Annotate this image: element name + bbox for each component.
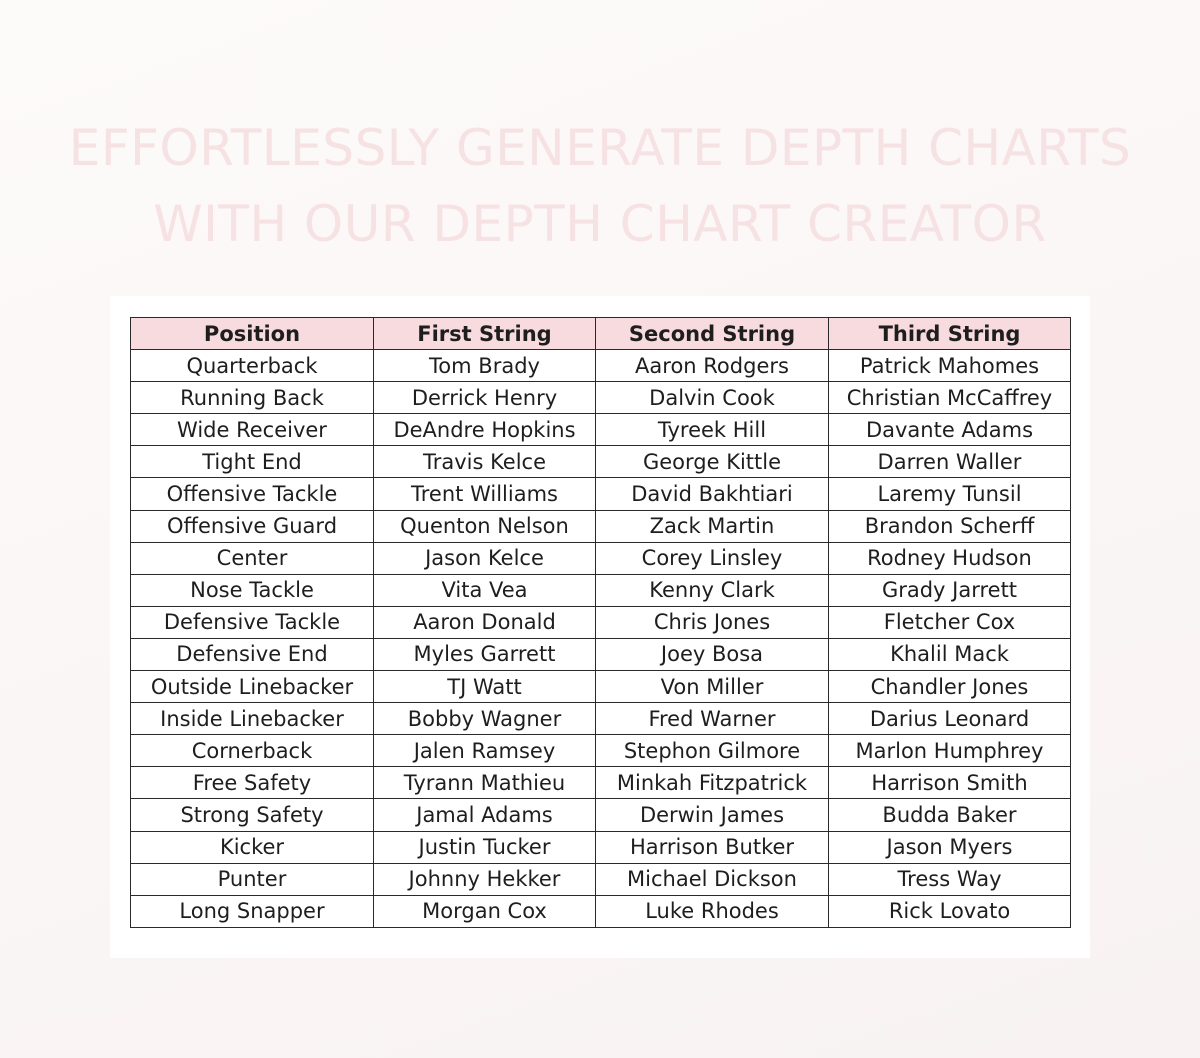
- cell-second-string: Aaron Rodgers: [596, 350, 829, 382]
- table-row: [131, 446, 1071, 478]
- table-row: [131, 478, 1071, 510]
- cell-third-string: Grady Jarrett: [829, 574, 1071, 606]
- cell-second-string: Harrison Butker: [596, 831, 829, 863]
- cell-position: Strong Safety: [131, 799, 374, 831]
- cell-first-string: Jalen Ramsey: [374, 735, 596, 767]
- cell-position: Cornerback: [131, 735, 374, 767]
- depth-chart-table: [130, 317, 1071, 928]
- table-row: [131, 542, 1071, 574]
- cell-third-string: Chandler Jones: [829, 671, 1071, 703]
- cell-second-string: David Bakhtiari: [596, 478, 829, 510]
- table-row: [131, 510, 1071, 542]
- table-row: [131, 382, 1071, 414]
- cell-first-string: Tom Brady: [374, 350, 596, 382]
- cell-third-string: Darius Leonard: [829, 703, 1071, 735]
- cell-first-string: Morgan Cox: [374, 895, 596, 927]
- cell-position: Defensive End: [131, 638, 374, 670]
- cell-third-string: Tress Way: [829, 863, 1071, 895]
- table-row: [131, 703, 1071, 735]
- header-second-string: Second String: [596, 318, 829, 350]
- header-third-string: Third String: [829, 318, 1071, 350]
- table-body: [131, 350, 1071, 928]
- table-row: [131, 799, 1071, 831]
- table-header-row: [131, 318, 1071, 350]
- cell-third-string: Khalil Mack: [829, 638, 1071, 670]
- table-row: [131, 606, 1071, 638]
- cell-first-string: Trent Williams: [374, 478, 596, 510]
- cell-position: Offensive Guard: [131, 510, 374, 542]
- table-row: [131, 671, 1071, 703]
- cell-position: Wide Receiver: [131, 414, 374, 446]
- cell-first-string: DeAndre Hopkins: [374, 414, 596, 446]
- cell-position: Center: [131, 542, 374, 574]
- cell-first-string: Johnny Hekker: [374, 863, 596, 895]
- header-first-string: First String: [374, 318, 596, 350]
- cell-second-string: Minkah Fitzpatrick: [596, 767, 829, 799]
- page-title: [0, 110, 1200, 262]
- cell-second-string: Luke Rhodes: [596, 895, 829, 927]
- cell-second-string: Derwin James: [596, 799, 829, 831]
- cell-second-string: Von Miller: [596, 671, 829, 703]
- cell-second-string: Stephon Gilmore: [596, 735, 829, 767]
- cell-position: Kicker: [131, 831, 374, 863]
- cell-third-string: Rick Lovato: [829, 895, 1071, 927]
- cell-position: Running Back: [131, 382, 374, 414]
- table-row: [131, 767, 1071, 799]
- cell-second-string: Chris Jones: [596, 606, 829, 638]
- cell-third-string: Brandon Scherff: [829, 510, 1071, 542]
- cell-position: Outside Linebacker: [131, 671, 374, 703]
- table-card: [110, 296, 1090, 958]
- cell-position: Inside Linebacker: [131, 703, 374, 735]
- cell-first-string: Aaron Donald: [374, 606, 596, 638]
- page-title-line-1: EFFORTLESSLY GENERATE DEPTH CHARTS: [68, 119, 1132, 177]
- cell-position: Defensive Tackle: [131, 606, 374, 638]
- cell-third-string: Fletcher Cox: [829, 606, 1071, 638]
- cell-first-string: Bobby Wagner: [374, 703, 596, 735]
- page-title-line-2: WITH OUR DEPTH CHART CREATOR: [153, 195, 1047, 253]
- cell-position: Offensive Tackle: [131, 478, 374, 510]
- header-position: Position: [131, 318, 374, 350]
- cell-third-string: Harrison Smith: [829, 767, 1071, 799]
- cell-first-string: Myles Garrett: [374, 638, 596, 670]
- cell-third-string: Budda Baker: [829, 799, 1071, 831]
- cell-position: Long Snapper: [131, 895, 374, 927]
- cell-second-string: Corey Linsley: [596, 542, 829, 574]
- cell-second-string: Tyreek Hill: [596, 414, 829, 446]
- cell-position: Quarterback: [131, 350, 374, 382]
- cell-first-string: Derrick Henry: [374, 382, 596, 414]
- cell-first-string: Travis Kelce: [374, 446, 596, 478]
- cell-third-string: Rodney Hudson: [829, 542, 1071, 574]
- cell-first-string: Jason Kelce: [374, 542, 596, 574]
- cell-third-string: Darren Waller: [829, 446, 1071, 478]
- cell-position: Tight End: [131, 446, 374, 478]
- table-row: [131, 863, 1071, 895]
- table-row: [131, 638, 1071, 670]
- cell-first-string: Tyrann Mathieu: [374, 767, 596, 799]
- cell-first-string: Vita Vea: [374, 574, 596, 606]
- cell-position: Free Safety: [131, 767, 374, 799]
- cell-third-string: Davante Adams: [829, 414, 1071, 446]
- table-row: [131, 574, 1071, 606]
- cell-third-string: Jason Myers: [829, 831, 1071, 863]
- cell-first-string: Jamal Adams: [374, 799, 596, 831]
- table-row: [131, 414, 1071, 446]
- table-row: [131, 831, 1071, 863]
- table-row: [131, 735, 1071, 767]
- cell-second-string: Michael Dickson: [596, 863, 829, 895]
- cell-second-string: Zack Martin: [596, 510, 829, 542]
- cell-second-string: Joey Bosa: [596, 638, 829, 670]
- cell-second-string: George Kittle: [596, 446, 829, 478]
- cell-third-string: Patrick Mahomes: [829, 350, 1071, 382]
- cell-third-string: Laremy Tunsil: [829, 478, 1071, 510]
- cell-position: Punter: [131, 863, 374, 895]
- cell-second-string: Fred Warner: [596, 703, 829, 735]
- cell-third-string: Christian McCaffrey: [829, 382, 1071, 414]
- cell-first-string: TJ Watt: [374, 671, 596, 703]
- cell-position: Nose Tackle: [131, 574, 374, 606]
- cell-third-string: Marlon Humphrey: [829, 735, 1071, 767]
- table-row: [131, 895, 1071, 927]
- cell-first-string: Justin Tucker: [374, 831, 596, 863]
- table-row: [131, 350, 1071, 382]
- cell-second-string: Kenny Clark: [596, 574, 829, 606]
- cell-first-string: Quenton Nelson: [374, 510, 596, 542]
- cell-second-string: Dalvin Cook: [596, 382, 829, 414]
